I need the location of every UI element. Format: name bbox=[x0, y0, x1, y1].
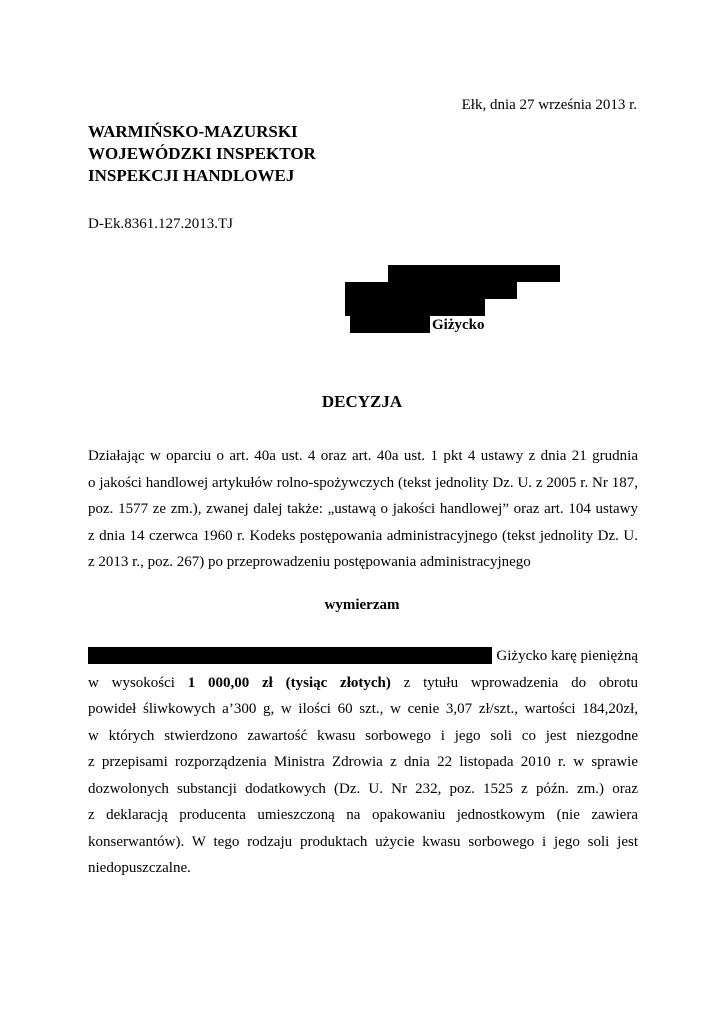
penalty-amount-line bbox=[88, 670, 638, 697]
penalty-paragraph bbox=[88, 643, 638, 882]
redaction-bar bbox=[88, 647, 492, 664]
issuing-authority bbox=[88, 121, 316, 187]
redaction-bar bbox=[345, 282, 517, 299]
paragraph-line: Działając w oparciu o art. 40a ust. 4 oraz art. 40a ust. 1 pkt 4 ustawy z dnia 21 grudnia bbox=[88, 448, 638, 464]
reference-number: D-Ek.8361.127.2013.TJ bbox=[88, 216, 233, 232]
amount-suffix: z tytułu wprowadzenia do obrotu bbox=[403, 674, 638, 691]
paragraph-line: z deklaracją producenta umieszczoną na opakowaniu jednostkowym (nie zawiera bbox=[88, 807, 638, 823]
addressee-city: Giżycko bbox=[432, 317, 485, 333]
paragraph-line: w których stwierdzono zawartość kwasu sorbowego i jego soli co jest niezgodne bbox=[88, 727, 638, 744]
paragraph-line: powideł śliwkowych a’300 g, w ilości 60 szt., w cenie 3,07 zł/szt., wartości 184,20zł, bbox=[88, 701, 638, 717]
authority-line: WARMIŃSKO-MAZURSKI bbox=[88, 122, 298, 141]
redaction-bar bbox=[388, 265, 560, 282]
penalty-amount: 1 000,00 zł (tysiąc złotych) bbox=[187, 674, 391, 691]
paragraph-line: konserwantów). W tego rodzaju produktach użycie kwasu sorbowego i jego soli jest bbox=[88, 833, 638, 850]
paragraph-line: z dnia 14 czerwca 1960 r. Kodeks postępowania administracyjnego (tekst jednolity Dz. U. bbox=[88, 527, 638, 544]
paragraph-line: z przepisami rozporządzenia Ministra Zdrowia z dnia 22 listopada 2010 r. w sprawie bbox=[88, 754, 638, 770]
penalty-first-line-tail: Giżycko karę pieniężną bbox=[496, 648, 638, 664]
legal-basis-paragraph bbox=[88, 443, 638, 576]
place-date: Ełk, dnia 27 września 2013 r. bbox=[461, 97, 637, 113]
verdict-heading: wymierzam bbox=[324, 597, 400, 613]
penalty-first-line bbox=[88, 643, 638, 670]
paragraph-line: o jakości handlowej artykułów rolno-spożywczych (tekst jednolity Dz. U. z 2005 r. Nr 187, bbox=[88, 474, 638, 491]
paragraph-line: z 2013 r., poz. 267) po przeprowadzeniu postępowania administracyjnego bbox=[88, 554, 531, 570]
redaction-bar bbox=[345, 299, 485, 316]
paragraph-line: dozwolonych substancji dodatkowych (Dz. U. Nr 232, poz. 1525 z późn. zm.) oraz bbox=[88, 780, 638, 797]
amount-prefix: w wysokości bbox=[88, 674, 188, 691]
paragraph-line: niedopuszczalne. bbox=[88, 860, 191, 876]
redaction-bar bbox=[350, 316, 430, 333]
paragraph-line: poz. 1577 ze zm.), zwanej dalej także: „ustawą o jakości handlowej” oraz art. 104 ustawy bbox=[88, 501, 638, 517]
document-title: DECYZJA bbox=[321, 392, 403, 411]
authority-line: WOJEWÓDZKI INSPEKTOR bbox=[88, 144, 316, 163]
authority-line: INSPEKCJI HANDLOWEJ bbox=[88, 166, 295, 185]
